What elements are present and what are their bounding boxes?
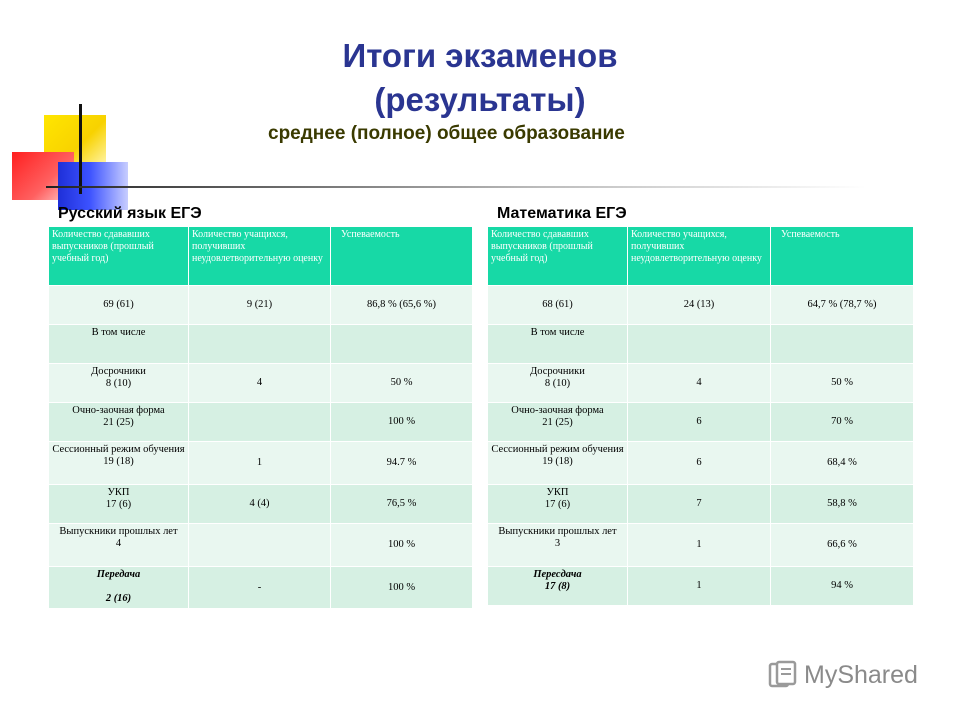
table-cell: 70 %	[771, 403, 914, 442]
table-cell	[189, 325, 331, 364]
header-cell: Количество сдававших выпускников (прошлый учебный год)	[488, 227, 628, 286]
table-cell: 50 %	[331, 364, 473, 403]
table-cell: 4 (4)	[189, 485, 331, 524]
slide-title: Итоги экзаменов	[342, 37, 618, 74]
table-cell: 58,8 %	[771, 485, 914, 524]
table-cell: 64,7 % (78,7 %)	[771, 286, 914, 325]
slide-title-line2: (результаты)	[374, 81, 586, 118]
table-row	[488, 364, 914, 403]
table-row	[488, 567, 914, 606]
table-cell: Сессионный режим обучения 19 (18)	[49, 442, 189, 485]
table-row	[49, 567, 473, 609]
table-row	[488, 524, 914, 567]
header-cell: Количество учащихся, получивших неудовлетворительную оценку	[628, 227, 771, 286]
table-cell: 1	[189, 442, 331, 485]
table-row	[49, 442, 473, 485]
table-cell: 4	[628, 364, 771, 403]
table-row	[49, 286, 473, 325]
table-cell: Очно-заочная форма 21 (25)	[488, 403, 628, 442]
table-cell	[628, 325, 771, 364]
table-cell: 1	[628, 524, 771, 567]
table-cell: Передача 2 (16)	[49, 567, 189, 609]
table-cell: Выпускники прошлых лет 4	[49, 524, 189, 567]
table-cell: УКП 17 (6)	[49, 485, 189, 524]
table-header-row	[49, 227, 473, 286]
table-cell: 100 %	[331, 567, 473, 609]
table-cell: Пересдача 17 (8)	[488, 567, 628, 606]
table-row	[49, 325, 473, 364]
table-cell	[189, 524, 331, 567]
table-cell: 68 (61)	[488, 286, 628, 325]
math-results-table	[487, 226, 914, 606]
header-cell: Успеваемость	[771, 227, 914, 286]
table-row	[49, 485, 473, 524]
table-cell	[331, 325, 473, 364]
decor-horizontal-line	[46, 186, 866, 188]
table-cell: -	[189, 567, 331, 609]
table-cell: 4	[189, 364, 331, 403]
math-section-title: Математика ЕГЭ	[497, 205, 627, 222]
table-cell: 66,6 %	[771, 524, 914, 567]
header-cell: Успеваемость	[331, 227, 473, 286]
table-cell: 86,8 % (65,6 %)	[331, 286, 473, 325]
table-cell	[189, 403, 331, 442]
table-cell: 50 %	[771, 364, 914, 403]
slides-icon	[768, 660, 798, 690]
table-cell: 100 %	[331, 403, 473, 442]
myshared-watermark	[768, 658, 928, 692]
table-cell: 94.7 %	[331, 442, 473, 485]
table-header-row	[488, 227, 914, 286]
table-cell: 6	[628, 442, 771, 485]
header-cell: Количество учащихся, получивших неудовлетворительную оценку	[189, 227, 331, 286]
table-row	[49, 403, 473, 442]
table-cell: 7	[628, 485, 771, 524]
table-cell: Досрочники 8 (10)	[488, 364, 628, 403]
table-row	[49, 524, 473, 567]
table-cell: 94 %	[771, 567, 914, 606]
table-row	[488, 442, 914, 485]
table-cell: 9 (21)	[189, 286, 331, 325]
table-cell: 76,5 %	[331, 485, 473, 524]
table-cell	[771, 325, 914, 364]
table-cell: 69 (61)	[49, 286, 189, 325]
watermark-text: MyShared	[804, 661, 918, 689]
table-cell: Выпускники прошлых лет 3	[488, 524, 628, 567]
russian-results-table	[48, 226, 473, 609]
russian-section-title: Русский язык ЕГЭ	[58, 205, 202, 222]
table-cell: В том числе	[488, 325, 628, 364]
table-cell: 1	[628, 567, 771, 606]
table-cell: 24 (13)	[628, 286, 771, 325]
table-cell: В том числе	[49, 325, 189, 364]
table-cell: Сессионный режим обучения 19 (18)	[488, 442, 628, 485]
table-row	[488, 403, 914, 442]
slide-subtitle: среднее (полное) общее образование	[268, 123, 625, 144]
table-cell: 100 %	[331, 524, 473, 567]
table-row	[49, 364, 473, 403]
table-row	[488, 485, 914, 524]
table-row	[488, 286, 914, 325]
table-cell: 6	[628, 403, 771, 442]
table-cell: Очно-заочная форма 21 (25)	[49, 403, 189, 442]
header-cell: Количество сдававших выпускников (прошлый учебный год)	[49, 227, 189, 286]
table-row	[488, 325, 914, 364]
table-cell: 68,4 %	[771, 442, 914, 485]
table-cell: Досрочники 8 (10)	[49, 364, 189, 403]
table-cell: УКП 17 (6)	[488, 485, 628, 524]
